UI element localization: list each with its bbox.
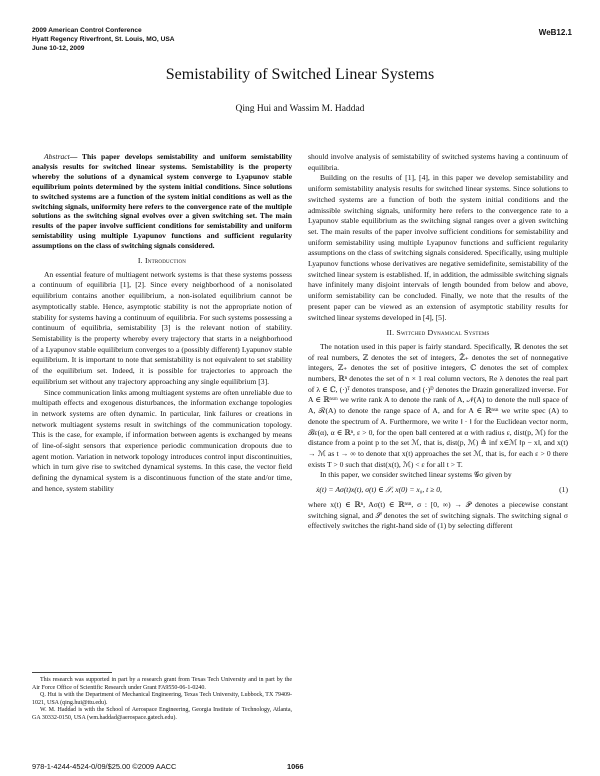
isbn-footer: 978-1-4244-4524-0/09/$25.00 ©2009 AACC (32, 762, 177, 771)
equation-number: (1) (559, 485, 568, 495)
page-number: 1066 (287, 762, 304, 771)
notation-paragraph: The notation used in this paper is fairly standard. Specifically, ℝ denotes the set of real numbers, ℤ denotes the set of integers, ℤ̄₊ denotes the set of nonnegative integers, ℤ₊ denotes the set of positive integers, ℂ denotes the set of complex numbers, ℝⁿ denotes the set of n × 1 real column vectors, Re λ denotes the real part of λ ∈ ℂ, (·)ᵀ denotes transpose, and (·)ᴰ denotes the Drazin generalized inverse. For A ∈ ℝⁿˣᵐ we write rank A to denote the rank of A, 𝒩(A) to denote the null space of A, ℛ(A) to denote the range space of A, and for A ∈ ℝⁿˣⁿ we write spec (A) to denote the spectrum of A. Furthermore, we write ‖ · ‖ for the Euclidean vector norm, ℬε(α), α ∈ ℝⁿ, ε > 0, for the open ball centered at α with radius ε, dist(p, ℳ) for the distance from a point p to the set ℳ, that is, dist(p, ℳ) ≜ inf x∈ℳ ‖p − x‖, and x(t) → ℳ as t → ∞ to denote that x(t) approaches the set ℳ, that is, for each ε > 0 there exists T > 0 such that dist(x(t), ℳ) < ε for all t > T. (308, 341, 568, 469)
abstract-text: — This paper develops semistability and uniform semistability analysis results for switched linear systems. Semistability is the property whereby the solutions of a dynamical system converge to Lyapunov stable equilibrium points determined by the system initial conditions. Since solutions to switched systems are a function of the system initial conditions as well as the switching signals, uniformity here refers to the convergence rate of the multiple solutions as the switching signal evolves over a given switching set. The main results of the paper involve sufficient conditions for semistability and uniform semistability using multiple Lyapunov functions and sufficient regularity assumptions on the class of switching signals considered. (32, 152, 292, 251)
equation-body: ẋ(t) = Aσ(t)x(t), σ(t) ∈ 𝒮, x(0) = x₀, t ≥ 0, (316, 485, 442, 495)
footnote-rule (32, 672, 112, 673)
footnote-funding: This research was supported in part by a research grant from Texas Tech University and in part by the Air Force Office of Scientific Research under Grant FA9550-06-1-0240. (32, 677, 292, 691)
equation-1 (316, 485, 568, 496)
conference-header (32, 26, 175, 53)
conference-dates: June 10-12, 2009 (32, 45, 85, 52)
equation-explanation: where x(t) ∈ ℝⁿ, Aσ(t) ∈ ℝⁿˣⁿ, σ : [0, ∞) → 𝒫 denotes a piecewise constant switching signal, and 𝒮 denotes the set of switching signals. The switching signal σ effectively switches the right-hand side of (1) by selecting different (308, 499, 568, 531)
intro-paragraph-2: Since communication links among multiagent systems are often unreliable due to multipath effects and exogenous disturbances, the information exchange topologies in network systems are often dynamic. In particular, link failures or creations in network multiagent systems result in switchings of the communication topology. This is the case, for example, if information between agents is exchanged by means of line-of-sight sensors that experience periodic communication dropouts due to agent motion. Variation in network topology introduces control input discontinuities, which in turn give rise to switched dynamical systems. In this case, the vector field defining the dynamical system is a discontinuous function of the state and/or time, and hence, system stability (32, 387, 292, 493)
abstract (32, 152, 292, 251)
section-heading-introduction: I. Introduction (137, 256, 187, 266)
right-column (308, 152, 568, 532)
paper-authors: Qing Hui and Wassim M. Haddad (235, 104, 365, 114)
intro-paragraph-1: An essential feature of multiagent network systems is that these systems possess a continuum of equilibria [1], [2]. Since every neighborhood of a nonisolated equilibrium contains another equilibrium, a non-isolated equilibrium cannot be asymptotically stable. Hence, asymptotic stability is not the appropriate notion of stability for systems having a continuum of equilibria. For such systems possessing a continuum of equilibria, semistability [3] is the relevant notion of stability. Semistability is the property whereby every trajectory that starts in a neighborhood of a Lyapunov stable equilibrium converges to a (possibly different) Lyapunov stable equilibrium. It is important to note that semistability is not equivalent to set stability of the equilibrium set. Indeed, it is possible for trajectories to approach the equilibrium set without any trajectory approaching any single equilibrium [3]. (32, 269, 292, 386)
paper-title: Semistability of Switched Linear Systems (165, 66, 435, 83)
conference-name: 2009 American Control Conference (32, 27, 142, 34)
abstract-label: Abstract (44, 152, 70, 161)
conference-venue: Hyatt Regency Riverfront, St. Louis, MO, USA (32, 36, 175, 43)
session-code: WeB12.1 (538, 28, 572, 37)
footnotes (32, 677, 292, 723)
section-heading-switched-systems: II. Switched Dynamical Systems (386, 328, 490, 338)
system-intro-paragraph: In this paper, we consider switched linear systems 𝒢σ given by (320, 470, 512, 480)
left-column (32, 152, 292, 495)
footnote-author-hui: Q. Hui is with the Department of Mechanical Engineering, Texas Tech University, Lubbock, TX 79409-1021, USA (qing.hui@ttu.edu). (32, 692, 292, 706)
paragraph-continuation: should involve analysis of semistability of switched systems having a continuum of equilibria. (308, 152, 568, 172)
footnote-author-haddad: W. M. Haddad is with the School of Aerospace Engineering, Georgia Institute of Technology, Atlanta, GA 30332-0150, USA (wm.haddad@aerospace.gatech.edu). (32, 707, 292, 721)
intro-paragraph-3: Building on the results of [1], [4], in this paper we develop semistability and uniform semistability analysis results for switched linear systems. Since solutions to switched systems are a function of both the system initial conditions and the admissible switching signals, uniformity here refers to the convergence rate to a Lyapunov stable equilibrium as the switching signal ranges over a given switching set. The main results of the paper involve sufficient conditions for semistability and uniform semistability using multiple Lyapunov functions and sufficient regularity assumptions on the class of switching signals considered. Specifically, using multiple Lyapunov functions whose derivatives are negative semidefinite, semistability of the switched linear system is established. If, in addition, the admissible switching signals have infinitely many disjoint intervals of length bounded from below and above, uniform semistability can be concluded. Finally, we note that the results of the present paper can be viewed as an extension of asymptotic stability results for switched linear systems developed in [4], [5]. (308, 173, 568, 322)
